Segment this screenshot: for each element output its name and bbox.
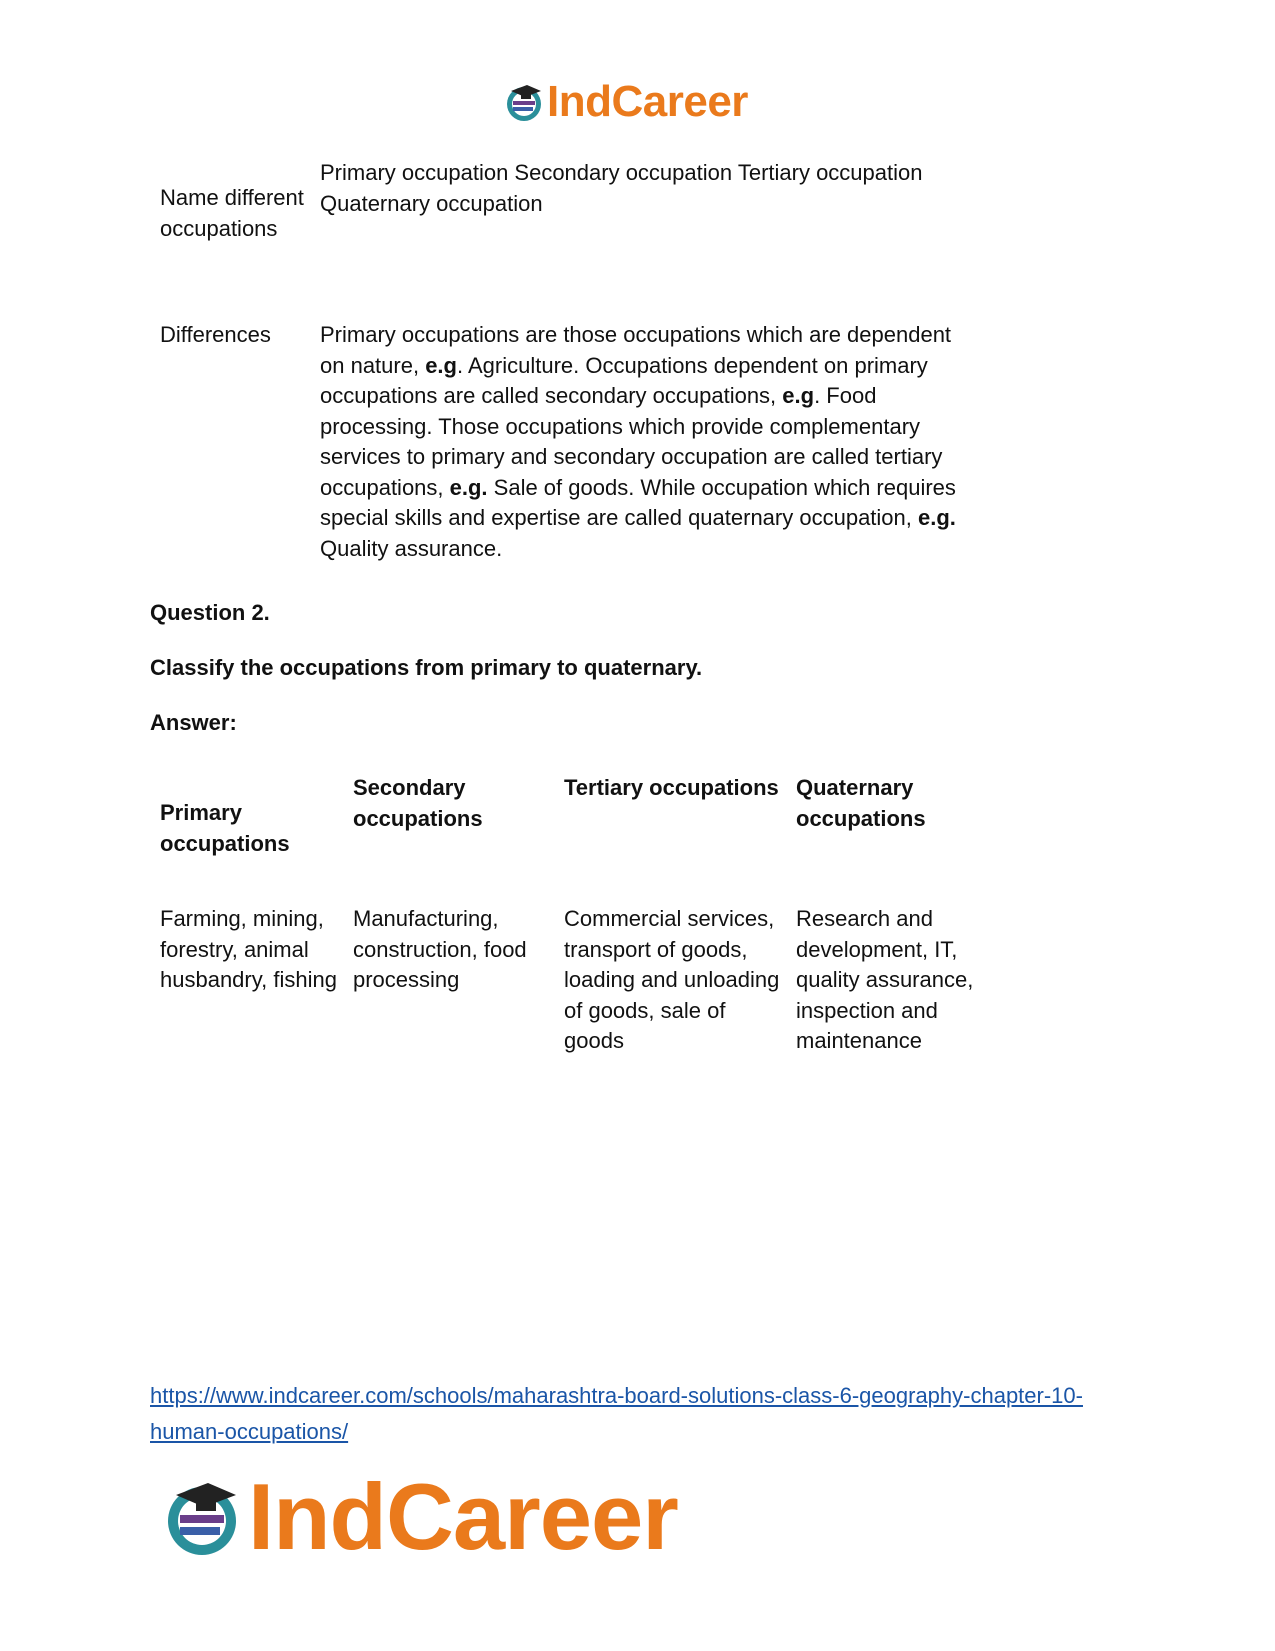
graduation-cap-globe-icon: [503, 81, 545, 123]
logo-text: IndCareer: [547, 77, 748, 126]
row-label-names: Name different occupations: [160, 185, 304, 241]
row-value-names: Primary occupation Secondary occupation Tertiary occupation Quaternary occupation: [320, 160, 923, 216]
table-header-tertiary: Tertiary occupations: [564, 775, 779, 800]
text-segment: Primary occupations are those occupations which are dependent on nature,: [320, 322, 952, 378]
text-segment: Quality assurance.: [320, 535, 503, 561]
answer-label: Answer:: [150, 710, 237, 735]
source-link[interactable]: https://www.indcareer.com/schools/maharashtra-board-solutions-class-6-geography-chapter-10-human-occupations/: [150, 1383, 1083, 1444]
example-marker: e.g.: [449, 474, 488, 500]
table-header-secondary: Secondary occupations: [353, 775, 483, 831]
text-segment: Sale of goods. While occupation which requires special skills and expertise are called quaternary occupation,: [320, 474, 956, 530]
table-cell-secondary: Manufacturing, construction, food processing: [353, 906, 527, 992]
text-segment: . Food processing. Those occupations which provide complementary services to primary and secondary occupation are called tertiary occupations,: [320, 383, 943, 500]
header-logo: [503, 77, 748, 126]
question-text: Classify the occupations from primary to quaternary.: [150, 655, 703, 680]
footer-logo: [160, 1464, 678, 1569]
table-cell-tertiary: Commercial services, transport of goods, loading and unloading of goods, sale of goods: [564, 906, 780, 1053]
table-cell-primary: Farming, mining, forestry, animal husbandry, fishing: [160, 906, 337, 992]
graduation-cap-globe-icon: [160, 1475, 244, 1559]
question-label: Question 2.: [150, 600, 270, 625]
row-label-differences: Differences: [160, 322, 271, 347]
example-marker: e.g: [782, 383, 815, 408]
table-header-quaternary: Quaternary occupations: [796, 775, 926, 831]
logo-text: IndCareer: [248, 1464, 678, 1569]
example-marker: e.g.: [918, 505, 956, 530]
example-marker: e.g: [425, 352, 457, 378]
row-value-differences: [320, 320, 980, 564]
table-header-primary: Primary occupations: [160, 800, 290, 856]
text-segment: . Agriculture. Occupations dependent on primary occupations are called secondary occupations,: [320, 352, 928, 408]
table-cell-quaternary: Research and development, IT, quality assurance, inspection and maintenance: [796, 906, 974, 1053]
